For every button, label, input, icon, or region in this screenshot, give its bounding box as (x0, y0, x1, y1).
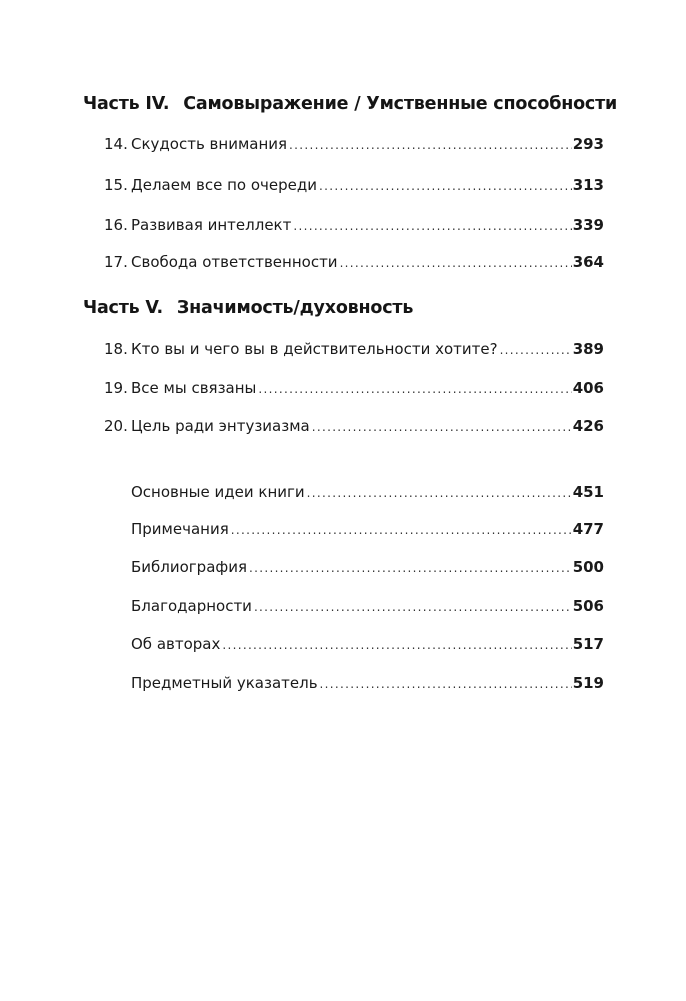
dot-leader (340, 255, 572, 271)
chapter-title: Развивая интеллект (131, 216, 292, 234)
entry-title: Основные идеи книги (131, 483, 305, 501)
chapter-title: Все мы связаны (131, 379, 257, 397)
page-number: 451 (572, 483, 604, 501)
toc-entry-back-matter[interactable] (0, 520, 686, 544)
toc-entry[interactable] (0, 253, 686, 277)
part-label: Часть IV. (83, 94, 170, 114)
toc-entry[interactable] (0, 379, 686, 403)
dot-leader (307, 485, 572, 501)
dot-leader (249, 560, 572, 576)
entry-title: Предметный указатель (131, 674, 318, 692)
chapter-number: 16. (104, 216, 128, 234)
page-number: 506 (572, 597, 604, 615)
dot-leader (320, 676, 572, 692)
toc-entry[interactable] (0, 417, 686, 441)
entry-title: Благодарности (131, 597, 252, 615)
page-number: 426 (572, 417, 604, 435)
part-title: Самовыражение / Умственные способности (183, 94, 618, 114)
page-number: 339 (572, 216, 604, 234)
entry-title: Примечания (131, 520, 229, 538)
page-number: 477 (572, 520, 604, 538)
dot-leader (293, 218, 571, 234)
page-number: 293 (572, 135, 604, 153)
page-number: 519 (572, 674, 604, 692)
part-heading (83, 94, 618, 114)
chapter-number: 18. (104, 340, 128, 358)
entry-title: Об авторах (131, 635, 221, 653)
dot-leader (319, 178, 572, 194)
page-number: 364 (572, 253, 604, 271)
toc-entry-back-matter[interactable] (0, 635, 686, 659)
chapter-number: 17. (104, 253, 128, 271)
part-label: Часть V. (83, 298, 163, 318)
chapter-number: 15. (104, 176, 128, 194)
dot-leader (222, 637, 571, 653)
toc-entry-back-matter[interactable] (0, 558, 686, 582)
chapter-title: Цель ради энтузиазма (131, 417, 310, 435)
chapter-number: 20. (104, 417, 128, 435)
page-number: 517 (572, 635, 604, 653)
chapter-title: Скудость внимания (131, 135, 288, 153)
toc-entry-back-matter[interactable] (0, 674, 686, 698)
page-number: 406 (572, 379, 604, 397)
toc-entry[interactable] (0, 176, 686, 200)
dot-leader (312, 419, 572, 435)
dot-leader (500, 342, 572, 358)
chapter-title: Кто вы и чего вы в действительности хотите? (131, 340, 498, 358)
part-title: Значимость/духовность (176, 298, 414, 318)
page-number: 313 (572, 176, 604, 194)
dot-leader (289, 137, 572, 153)
toc-entry[interactable] (0, 340, 686, 364)
entry-title: Библиография (131, 558, 247, 576)
page-number: 389 (572, 340, 604, 358)
chapter-title: Свобода ответственности (131, 253, 338, 271)
toc-entry[interactable] (0, 216, 686, 240)
toc-entry-back-matter[interactable] (0, 483, 686, 507)
part-heading (83, 298, 613, 318)
page-number: 500 (572, 558, 604, 576)
dot-leader (254, 599, 572, 615)
dot-leader (231, 522, 572, 538)
toc-entry[interactable] (0, 135, 686, 159)
dot-leader (258, 381, 571, 397)
toc-entry-back-matter[interactable] (0, 597, 686, 621)
chapter-title: Делаем все по очереди (131, 176, 318, 194)
chapter-number: 19. (104, 379, 128, 397)
chapter-number: 14. (104, 135, 128, 153)
